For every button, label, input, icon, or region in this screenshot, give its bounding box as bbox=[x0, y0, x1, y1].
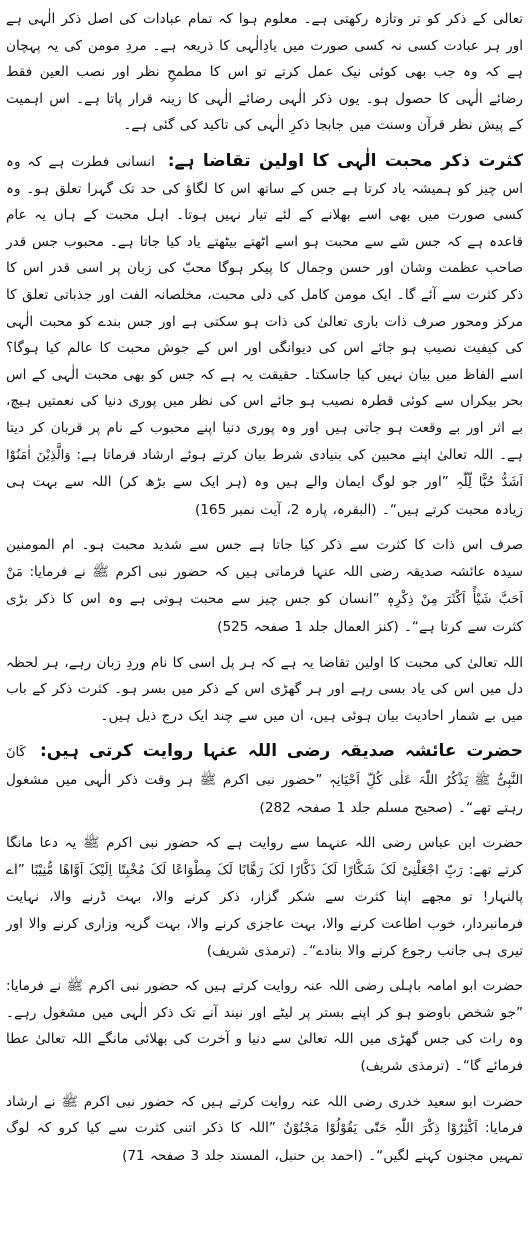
paragraph-text: تعالی کے ذکر کو تر وتازہ رکھتی ہے۔ معلوم ہوا کہ تمام عبادات کی اصل ذکر الٰہی ہے اور ہر عبادت کسی نہ کسی صورت میں یادِالٰہی کا ذریعہ ہے۔ مردِ مومن کی یہ پہچان ہے کہ وہ جب بھی کوئی نیک عمل کرتے تو اس کا مطمحِ نظر اور نصب العین فقط رضائے الٰہی کا حصول ہو۔ یوں ذکر الٰہی رضائے الٰہی کا زینہ قرار پاتا ہے۔ اس اہمیت کے پیش نظر قرآن وسنت میں جابجا ذکرِ الٰہی کی تاکید کی گئی ہے۔ bbox=[6, 11, 523, 134]
hadith-arabic: اَکْثِرُوْا ذِکْرَ اللّٰہِ حَتّٰی یَقُوْلُوْا مَجْنُوْنٌ bbox=[283, 1121, 478, 1137]
paragraph-text-after: ”اے پالنہار! تو مجھے اپنا کثرت سے شکر گزار، ذکر کرنے والا، بہت ڈرنے والا، نہایت فرمانبردار، خوب اطاعت کرنے والا، بہت عاجزی کرنے والا، بہت گریہ وزاری کرنے والا اور تیری ہی جانب رجوع کرنے والا بنادے“۔ (ترمذی شریف) bbox=[6, 861, 523, 959]
paragraph-7 bbox=[6, 973, 523, 1079]
paragraph-text: انسانی فطرت ہے کہ وہ اس چیز کو ہمیشہ یاد کرتا ہے جس کے ساتھ اس کا لگاؤ کی حد تک گہرا تعلق ہو۔ وہ کسی صورت میں بھی اسے بھلانے کے لئے تیار نہیں ہوتا۔ اہل محبت کے ہاں یہ عام قاعدہ ہے کہ جس شے سے محبت ہو اسے اٹھتے بیٹھتے یاد کیا جاتا ہے۔ محبوب جس قدر صاحب عظمت وشان اور حسن وجمال کا پیکر ہوگا محبّ کی زبان پر اسی قدر اس کا ذکر کثرت سے آئے گا۔ ایک مومن کامل کی دلی محبت، مخلصانہ الفت اور جذباتی تعلق کا مرکز ومحور صرف ذات باری تعالیٰ کی ذات ہو سکتی ہے اور جس بندے کو محبت الٰہی کی کیفیت نصیب ہو جائے اس کی دیوانگی اور اس کے جوش محبت کا عالم کیا ہوگا؟ اسے الفاظ میں بیان نہیں کیا جاسکتا۔ حقیقت یہ ہے کہ جس کو بھی محبت الٰہی کے اس بحر بیکراں سے کوئی قطرہ نصیب ہو جائے اس کی نظر میں پوری دنیا کی نعمتیں ہیچ، بے اثر اور بے وقعت ہو جاتی ہیں اور وہ پوری دنیا اپنے محبوب کے نام پر قربان کر دیتا ہے۔ اللہ تعالیٰ اپنے محبین کی بنیادی شرط بیان کرتے ہوئے ارشاد فرماتا ہے: bbox=[6, 153, 523, 463]
paragraph-4 bbox=[6, 650, 523, 730]
paragraph-1 bbox=[6, 6, 523, 139]
paragraph-8 bbox=[6, 1089, 523, 1170]
paragraph-2 bbox=[6, 148, 523, 523]
dua-arabic: رَبِّ اجْعَلْنِیْ لَکَ شَکَّارًا لَکَ ذَکَّارًا لَکَ رَھَّابًا لَکَ مِطْوَاعًا لَکَ مُخْبِتًا اِلَیْکَ اَوَّاھًا مُّنِیْبًا bbox=[30, 862, 463, 878]
paragraph-text-after: ”اللہ کا ذکر اتنی کثرت سے کیا کرو کہ لوگ تمہیں مجنون کہنے لگیں“۔ (احمد بن حنبل، المسند جلد 3 صفحہ 71) bbox=[6, 1120, 523, 1164]
paragraph-text-after: ”انسان کو جس چیز سے محبت ہوتی ہے وہ اس کا ذکر بڑی کثرت سے کرتا ہے“۔ (کنز العمال جلد 1 صفحہ 525) bbox=[6, 591, 523, 636]
paragraph-text: صرف اس ذات کا کثرت سے ذکر کیا جاتا ہے جس سے شدید محبت ہو۔ ام المومنین سیدہ عائشہ صدیقہ رضی اللہ عنہا فرماتی ہیں کہ حضور نبی اکرم ﷺ نے فرمایا: bbox=[6, 537, 523, 580]
section-heading: کثرت ذکر محبت الٰہی کا اولین تقاضا ہے: bbox=[167, 150, 523, 171]
hadith-arabic: کَانَ النَّبِیُّ ﷺ یَذْکُرُ اللّٰہَ عَلٰی کُلِّ اَحْیَانِہٖ bbox=[6, 745, 524, 789]
paragraph-6 bbox=[6, 830, 523, 964]
paragraph-text: حضرت ابو امامہ باہلی رضی اللہ عنہ روایت کرتے ہیں کہ حضور نبی اکرم ﷺ نے فرمایا: ”جو شخص باوضو ہو کر اپنے بستر پر لیٹے اور نیند آنے تک ذکر الٰہی میں مشغول رہے۔ وہ رات کی جس گھڑی میں اللہ تعالیٰ سے دنیا و آخرت کی بھلائی مانگے اللہ تعالیٰ عطا فرمائے گا“۔ (ترمذی شریف) bbox=[6, 978, 523, 1074]
hadith-arabic: مَنْ اَحَبَّ شَیْأً اَکْثَرَ مِنْ ذِکْرِہٖ bbox=[6, 564, 523, 608]
paragraph-text: اللہ تعالیٰ کی محبت کا اولین تقاضا یہ ہے کہ ہر پل اسی کا نام وردِ زبان رہے، ہر لحظہ دل میں اس کی یاد بسی رہے اور ہر گھڑی اس کے ذکر میں بسر ہو۔ کثرت ذکر کے باب میں بے شمار احادیث بیان ہوئی ہیں، ان میں سے چند ایک درج ذیل ہیں۔ bbox=[6, 654, 523, 724]
paragraph-text: حضرت ابو سعید خدری رضی اللہ عنہ روایت کرتے ہیں کہ حضور نبی اکرم ﷺ نے ارشاد فرمایا: bbox=[6, 1093, 523, 1137]
paragraph-text-after: ”اور جو لوگ ایمان والے ہیں وہ (ہر ایک سے بڑھ کر) اللہ سے بہت ہی زیادہ محبت کرتے ہیں“۔ (البقرہ، پارہ 2، آیت نمبر 165) bbox=[6, 474, 523, 518]
paragraph-3 bbox=[6, 532, 523, 640]
quran-verse: وَالَّذِیْنَ اٰمَنُوْا اَشَدُّ حُبًّا لِّلّٰہِ bbox=[6, 447, 523, 491]
section-heading: حضرت عائشہ صدیقہ رضی اللہ عنہا روایت کرتی ہیں: bbox=[39, 741, 523, 762]
paragraph-text: حضرت ابن عباس رضی اللہ عنہما سے روایت ہے کہ حضور نبی اکرم ﷺ یہ دعا مانگا کرتے تھے: bbox=[6, 835, 524, 878]
paragraph-text-after: ”حضور نبی اکرم ﷺ ہر وقت ذکر الٰہی میں مشغول رہتے تھے“۔ (صحیح مسلم جلد 1 صفحہ 282) bbox=[6, 772, 523, 816]
paragraph-5 bbox=[6, 738, 523, 821]
